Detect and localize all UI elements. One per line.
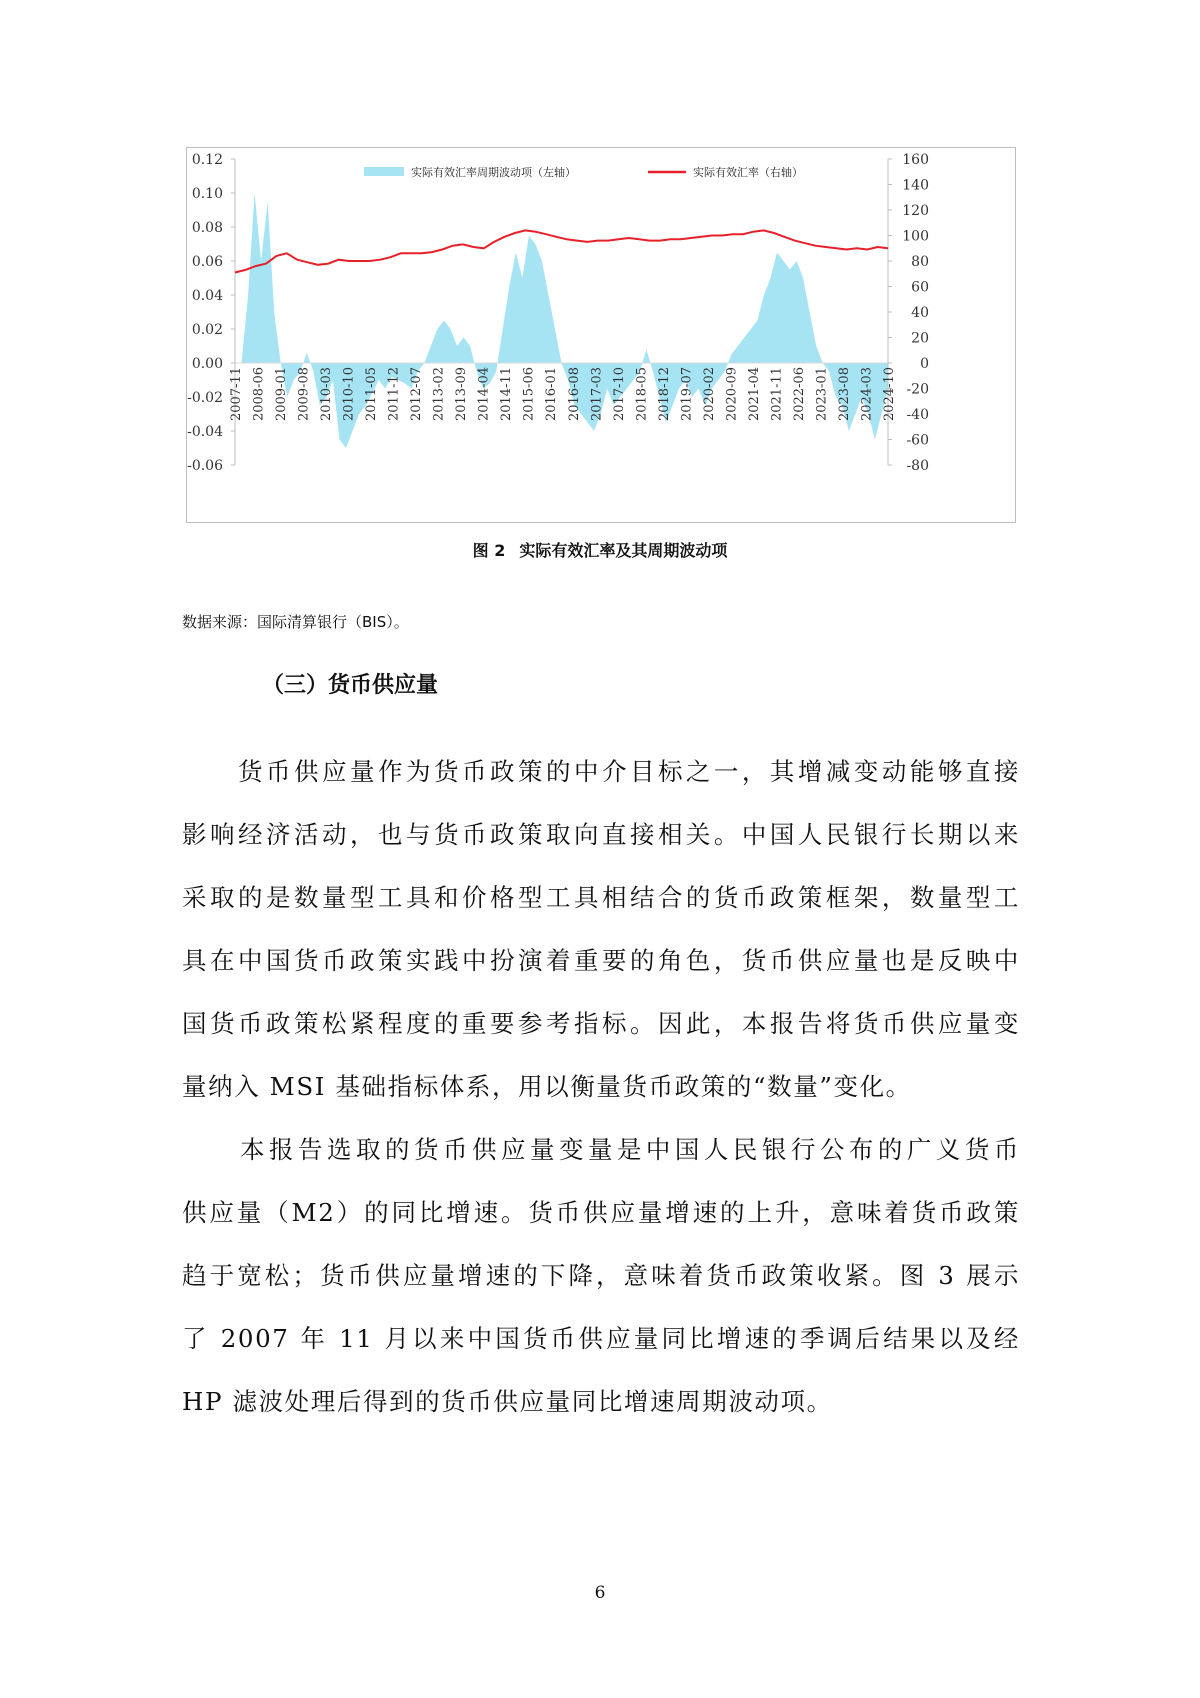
left-tick-label: 0.04 <box>191 288 223 304</box>
right-tick-label: 20 <box>911 330 929 347</box>
x-tick-label: 2020-02 <box>701 367 717 422</box>
text-line: 量纳入 MSI 基础指标体系，用以衡量货币政策的“数量”变化。 <box>182 1072 912 1101</box>
x-tick-label: 2021-04 <box>746 367 762 422</box>
x-tick-label: 2023-01 <box>814 367 830 422</box>
reer-line-series <box>235 230 888 272</box>
exchange-rate-chart <box>186 147 1016 523</box>
right-tick-label: 140 <box>902 177 929 194</box>
x-tick-label: 2009-01 <box>274 367 290 422</box>
right-tick-label: 80 <box>911 254 929 270</box>
x-tick-label: 2021-11 <box>769 367 785 422</box>
text-line: 影响经济活动，也与货币政策取向直接相关。中国人民银行长期以来 <box>182 820 1020 849</box>
left-tick-label: -0.06 <box>187 458 223 474</box>
x-tick-label: 2010-10 <box>341 367 357 422</box>
x-tick-label: 2013-02 <box>431 367 447 422</box>
x-tick-label: 2013-09 <box>454 367 470 422</box>
x-tick-label: 2008-06 <box>251 367 267 422</box>
left-tick-label: 0.12 <box>191 152 223 168</box>
right-tick-label: 0 <box>920 356 929 372</box>
x-tick-label: 2017-03 <box>589 367 605 422</box>
text-line: 货币供应量作为货币政策的中介目标之一，其增减变动能够直接 <box>182 757 1020 786</box>
paragraph-1 <box>182 740 1020 1118</box>
x-tick-label: 2015-06 <box>521 367 537 422</box>
text-line: 采取的是数量型工具和价格型工具相结合的货币政策框架，数量型工 <box>182 883 1020 912</box>
text-line: 国货币政策松紧程度的重要参考指标。因此，本报告将货币供应量变 <box>182 1009 1020 1038</box>
text-line: 供应量（M2）的同比增速。货币供应量增速的上升，意味着货币政策 <box>182 1198 1020 1227</box>
x-tick-label: 2018-05 <box>634 366 650 422</box>
figure-number: 图 2 <box>472 541 506 560</box>
x-tick-label: 2018-12 <box>656 367 672 422</box>
right-tick-label: -80 <box>906 458 929 474</box>
text-line: 了 2007 年 11 月以来中国货币供应量同比增速的季调后结果以及经 <box>182 1324 1020 1353</box>
right-tick-label: -40 <box>906 407 929 423</box>
x-tick-label: 2024-03 <box>859 367 875 422</box>
text-line: 本报告选取的货币供应量变量是中国人民银行公布的广义货币 <box>182 1135 1020 1164</box>
x-tick-label: 2023-08 <box>836 367 852 422</box>
right-tick-label: -60 <box>906 432 929 449</box>
x-tick-label: 2011-12 <box>386 367 402 422</box>
x-tick-label: 2024-10 <box>882 367 897 422</box>
text-line: 具在中国货币政策实践中扮演着重要的角色，货币供应量也是反映中 <box>182 946 1020 975</box>
left-tick-label: -0.04 <box>187 424 223 440</box>
x-tick-label: 2009-08 <box>296 367 312 422</box>
x-tick-label: 2022-06 <box>791 367 807 422</box>
left-tick-label: 0.02 <box>191 322 223 338</box>
left-tick-label: -0.02 <box>187 390 223 406</box>
paragraph-2 <box>182 1118 1020 1433</box>
x-tick-label: 2017-10 <box>611 367 627 422</box>
figure-caption <box>0 538 1200 561</box>
x-tick-label: 2016-08 <box>566 367 582 422</box>
left-tick-label: 0.10 <box>191 186 223 202</box>
right-tick-label: 160 <box>902 152 929 168</box>
left-tick-label: 0.00 <box>191 356 223 372</box>
right-tick-label: 60 <box>911 279 929 296</box>
x-tick-label: 2014-04 <box>476 367 492 422</box>
legend-label-line: 实际有效汇率（右轴） <box>693 166 803 179</box>
x-tick-label: 2014-11 <box>499 367 515 422</box>
right-tick-label: 120 <box>902 203 929 219</box>
page-number: 6 <box>594 1583 606 1603</box>
x-tick-label: 2016-01 <box>544 367 560 422</box>
x-tick-label: 2007-11 <box>229 367 244 422</box>
legend-label-area: 实际有效汇率周期波动项（左轴） <box>411 166 576 179</box>
left-tick-label: 0.06 <box>191 254 223 270</box>
x-tick-label: 2011-05 <box>364 367 380 422</box>
x-tick-label: 2020-09 <box>724 367 740 422</box>
text-line: HP 滤波处理后得到的货币供应量同比增速周期波动项。 <box>182 1387 833 1416</box>
left-tick-label: 0.08 <box>191 220 223 236</box>
text-line: 趋于宽松；货币供应量增速的下降，意味着货币政策收紧。图 3 展示 <box>182 1261 1020 1290</box>
x-tick-label: 2019-07 <box>679 367 695 422</box>
x-tick-label: 2012-07 <box>409 367 425 422</box>
right-tick-label: 100 <box>902 228 929 245</box>
figure-title: 实际有效汇率及其周期波动项 <box>519 541 728 560</box>
right-tick-label: 40 <box>911 305 929 321</box>
x-tick-label: 2010-03 <box>319 367 335 422</box>
legend-swatch-area <box>364 167 404 176</box>
right-tick-label: -20 <box>906 381 929 398</box>
data-source-note: 数据来源：国际清算银行（BIS）。 <box>182 613 409 631</box>
section-heading: （三）货币供应量 <box>262 673 439 698</box>
